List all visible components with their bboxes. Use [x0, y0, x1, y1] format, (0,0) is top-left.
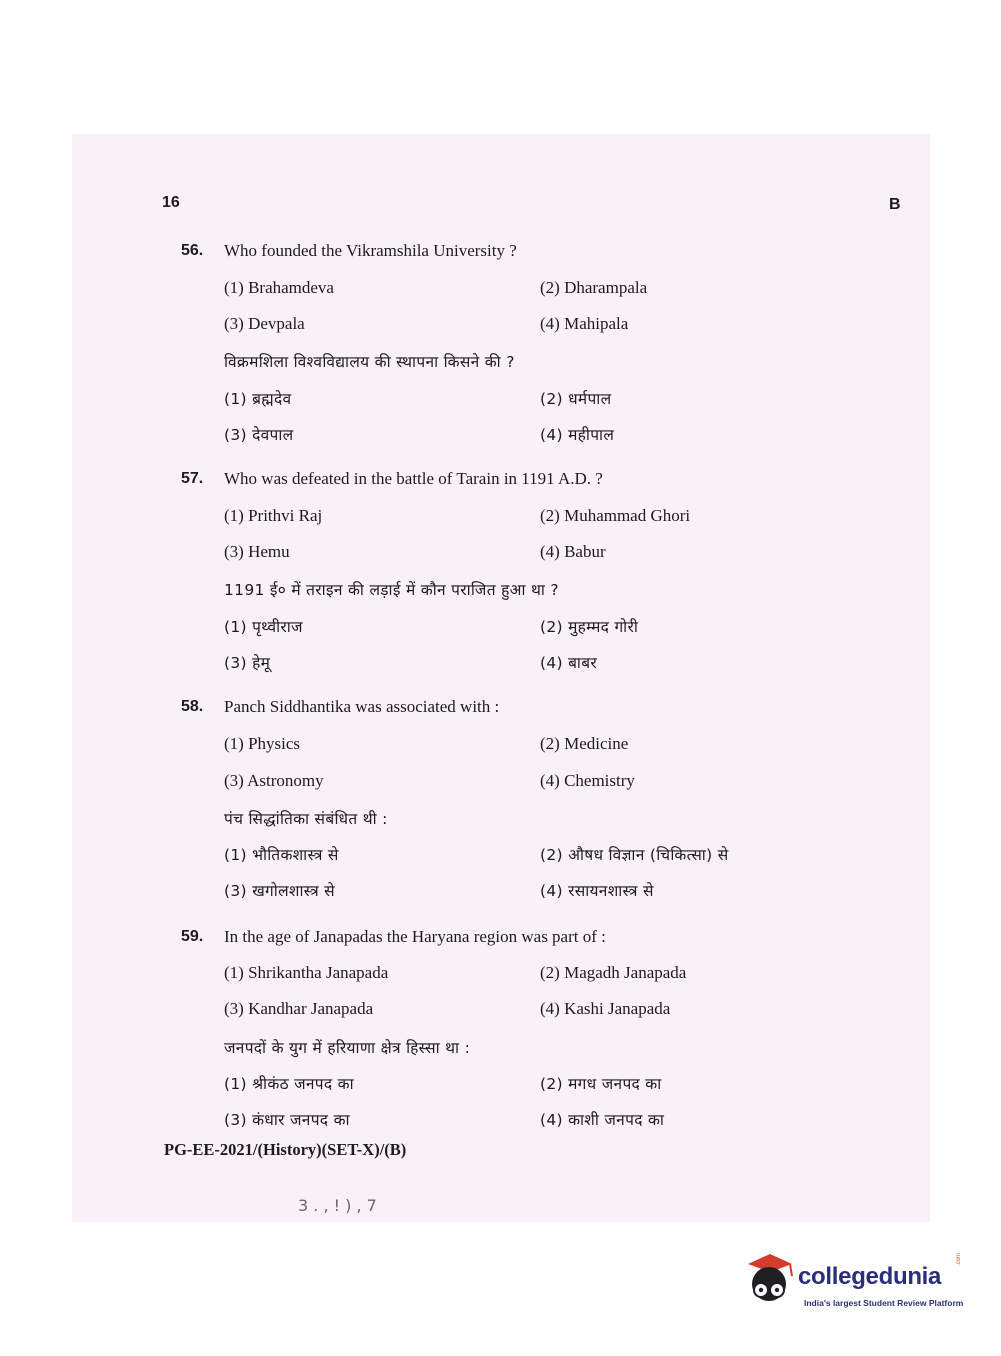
option: (3) हेमू — [224, 654, 271, 672]
option: (4) काशी जनपद का — [540, 1111, 665, 1129]
option: (2) Magadh Janapada — [540, 963, 687, 982]
question-number: 59. — [181, 928, 204, 945]
option: (1) Brahamdeva — [224, 278, 334, 297]
option: (2) Medicine — [540, 734, 629, 753]
question-number: 56. — [181, 242, 204, 259]
question-text-hi: 1191 ई० में तराइन की लड़ाई में कौन पराजित हुआ था ? — [224, 581, 559, 599]
option: (1) श्रीकंठ जनपद का — [224, 1075, 354, 1093]
option: (2) औषध विज्ञान (चिकित्सा) से — [540, 846, 729, 864]
option: (4) बाबर — [540, 654, 598, 672]
footer-code: PG-EE-2021/(History)(SET-X)/(B) — [164, 1140, 407, 1159]
option: (4) Mahipala — [540, 314, 629, 333]
question-text-hi: जनपदों के युग में हरियाणा क्षेत्र हिस्सा था : — [224, 1039, 471, 1057]
page-number: 16 — [162, 194, 180, 211]
brand-tagline: India's largest Student Review Platform — [804, 1298, 964, 1308]
mascot-logo-icon — [746, 1250, 798, 1310]
brand-name: collegedunia — [798, 1263, 942, 1290]
option: (3) Devpala — [224, 314, 305, 333]
question-number: 58. — [181, 698, 204, 715]
option: (3) Kandhar Janapada — [224, 999, 374, 1018]
option: (3) खगोलशास्त्र से — [224, 882, 335, 900]
option: (3) Astronomy — [224, 771, 324, 790]
set-code: B — [889, 196, 901, 213]
option: (2) मगध जनपद का — [540, 1075, 662, 1093]
option: (1) Prithvi Raj — [224, 506, 323, 525]
option: (1) Shrikantha Janapada — [224, 963, 389, 982]
option: (4) महीपाल — [540, 426, 615, 444]
question-text-en: Who was defeated in the battle of Tarain in 1191 A.D. ? — [224, 469, 603, 488]
exam-sheet — [72, 134, 930, 1222]
option: (1) पृथ्वीराज — [224, 618, 303, 636]
question-text-en: In the age of Janapadas the Haryana region was part of : — [224, 927, 606, 946]
option: (2) Dharampala — [540, 278, 648, 297]
question-text-en: Who founded the Vikramshila University ? — [224, 241, 517, 260]
brand-suffix: .com — [956, 1252, 962, 1266]
option: (4) रसायनशास्त्र से — [540, 882, 654, 900]
question-number: 57. — [181, 470, 204, 487]
option: (1) ब्रह्मदेव — [224, 390, 292, 408]
handwritten-scribble: 3 . , ! ) , 7 — [298, 1196, 377, 1215]
option: (4) Kashi Janapada — [540, 999, 671, 1018]
option: (2) Muhammad Ghori — [540, 506, 691, 525]
option: (3) Hemu — [224, 542, 290, 561]
option: (4) Babur — [540, 542, 606, 561]
option: (3) देवपाल — [224, 426, 294, 444]
option: (1) भौतिकशास्त्र से — [224, 846, 339, 864]
option: (1) Physics — [224, 734, 301, 753]
question-text-hi: विक्रमशिला विश्वविद्यालय की स्थापना किसने की ? — [224, 353, 515, 371]
question-text-hi: पंच सिद्धांतिका संबंधित थी : — [224, 810, 388, 828]
question-text-en: Panch Siddhantika was associated with : — [224, 697, 500, 716]
option: (3) कंधार जनपद का — [224, 1111, 350, 1129]
option: (4) Chemistry — [540, 771, 635, 790]
option: (2) मुहम्मद गोरी — [540, 618, 639, 636]
option: (2) धर्मपाल — [540, 390, 612, 408]
